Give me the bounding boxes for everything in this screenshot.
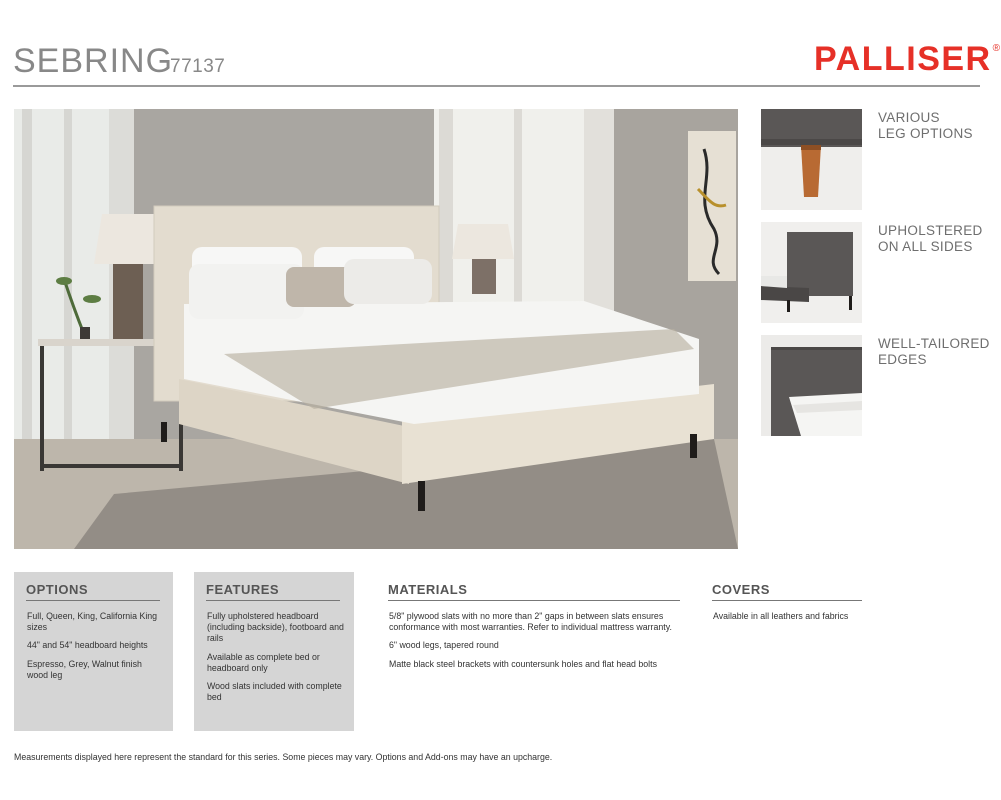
product-name: SEBRING xyxy=(13,42,174,80)
feature-label-upholstered xyxy=(878,223,983,255)
brand-logo xyxy=(814,40,1001,79)
materials-panel xyxy=(376,572,692,731)
options-panel xyxy=(14,572,173,731)
product-code: 77137 xyxy=(170,56,226,77)
options-item: Full, Queen, King, California King sizes xyxy=(27,611,158,633)
materials-item: Matte black steel brackets with countersunk holes and flat head bolts xyxy=(389,658,657,669)
bed-room-scene-image xyxy=(14,109,738,549)
wood-leg-image xyxy=(761,109,862,210)
features-item: Available as complete bed or headboard only xyxy=(207,651,320,673)
options-heading: OPTIONS xyxy=(26,582,89,597)
registered-mark: ® xyxy=(992,43,1001,54)
feature-label-line: VARIOUS xyxy=(878,110,940,125)
disclaimer-note: Measurements displayed here represent the standard for this series. Some pieces may vary. Options and Add-ons may have an upcharge. xyxy=(14,752,553,762)
options-item: 44" and 54" headboard heights xyxy=(27,640,148,651)
upholstered-bed-image xyxy=(761,222,862,323)
features-panel xyxy=(194,572,354,731)
feature-label-line: UPHOLSTERED xyxy=(878,223,983,238)
feature-label-line: ON ALL SIDES xyxy=(878,239,973,254)
covers-heading: COVERS xyxy=(712,582,770,597)
headboard-edge-image xyxy=(761,335,862,436)
features-item: Fully upholstered headboard (including backside), footboard and rails xyxy=(207,611,344,644)
covers-panel xyxy=(700,572,876,731)
brand-name: PALLISER xyxy=(814,40,992,78)
materials-heading: MATERIALS xyxy=(388,582,468,597)
features-heading: FEATURES xyxy=(206,582,280,597)
covers-item: Available in all leathers and fabrics xyxy=(713,611,849,621)
features-list xyxy=(207,611,346,710)
covers-list xyxy=(713,611,868,629)
features-divider xyxy=(206,600,340,601)
feature-label-leg-options xyxy=(878,110,973,142)
feature-label-line: WELL-TAILORED xyxy=(878,336,990,351)
materials-item: 6" wood legs, tapered round xyxy=(389,640,499,651)
materials-item: 5/8" plywood slats with no more than 2" gaps in between slats ensures conformance with most warranties. Refer to individual mattress warranty. xyxy=(389,611,672,633)
header-divider xyxy=(13,85,980,87)
feature-label-edges xyxy=(878,336,990,368)
features-item: Wood slats included with complete bed xyxy=(207,681,342,703)
covers-divider xyxy=(712,600,862,601)
options-divider xyxy=(26,600,160,601)
materials-divider xyxy=(388,600,680,601)
options-list xyxy=(27,611,165,688)
options-item: Espresso, Grey, Walnut finish wood leg xyxy=(27,658,142,680)
feature-label-line: EDGES xyxy=(878,352,927,367)
feature-label-line: LEG OPTIONS xyxy=(878,126,973,141)
materials-list xyxy=(389,611,684,677)
